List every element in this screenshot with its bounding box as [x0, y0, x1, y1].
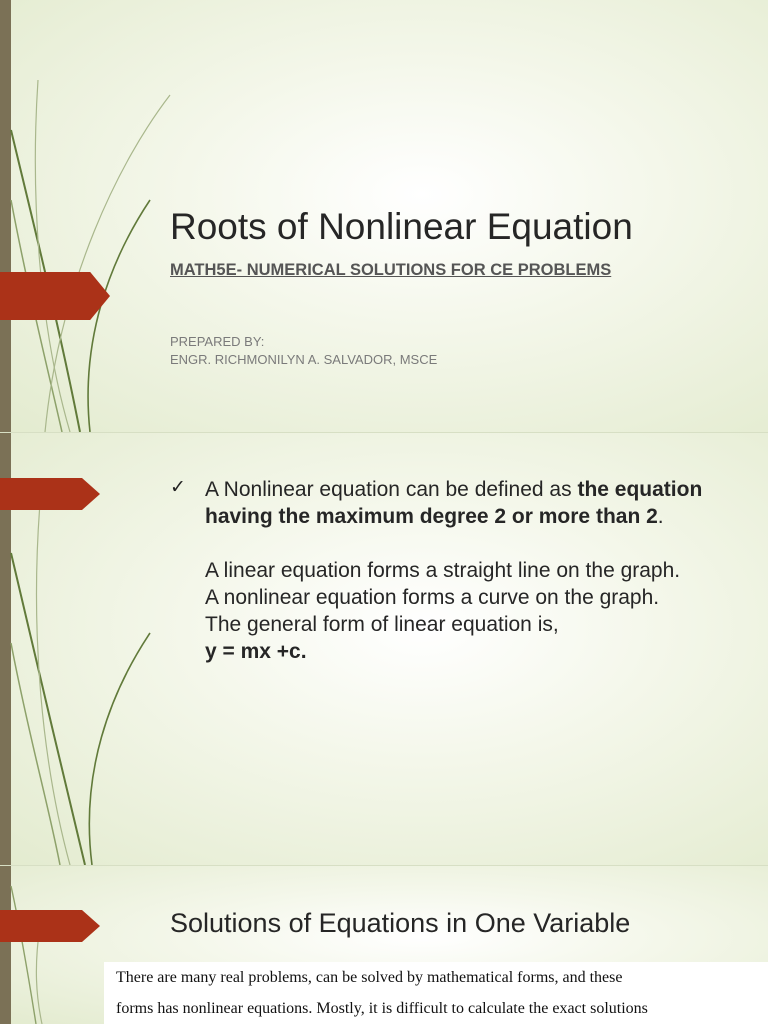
nonlinear-line: A nonlinear equation forms a curve on the graph. [205, 586, 660, 609]
prepared-by [170, 333, 437, 369]
checkmark-icon: ✓ [170, 477, 186, 498]
definition-end: . [657, 505, 664, 528]
general-form-line: The general form of linear equation is, [205, 613, 559, 636]
prepared-by-label: PREPARED BY: [170, 334, 265, 349]
definition-paragraph [205, 476, 725, 530]
slide-title [0, 0, 768, 432]
slide-definition [0, 433, 768, 865]
formula: y = mx +c. [205, 640, 307, 663]
definition-intro: A Nonlinear equation can be defined as [205, 478, 578, 501]
slide-solutions [0, 866, 768, 1024]
text-line: forms has nonlinear equations. Mostly, it is difficult to calculate the exact solutions [116, 1000, 648, 1017]
slide-title-heading: Roots of Nonlinear Equation [170, 206, 633, 247]
author-name: ENGR. RICHMONILYN A. SALVADOR, MSCE [170, 352, 438, 367]
accent-arrow [0, 272, 110, 320]
text-line: There are many real problems, can be solved by mathematical forms, and these [116, 969, 623, 986]
slide-heading: Solutions of Equations in One Variable [170, 908, 631, 938]
scanned-text-block [104, 962, 768, 1024]
accent-arrow [0, 478, 100, 510]
accent-arrow [0, 910, 100, 942]
definition-bold: the equation having the maximum degree 2 or more than 2 [205, 478, 703, 528]
slide-subtitle: MATH5E- NUMERICAL SOLUTIONS FOR CE PROBLEMS [170, 261, 612, 279]
definition-text [205, 476, 725, 665]
linear-line: A linear equation forms a straight line on the graph. [205, 559, 681, 582]
